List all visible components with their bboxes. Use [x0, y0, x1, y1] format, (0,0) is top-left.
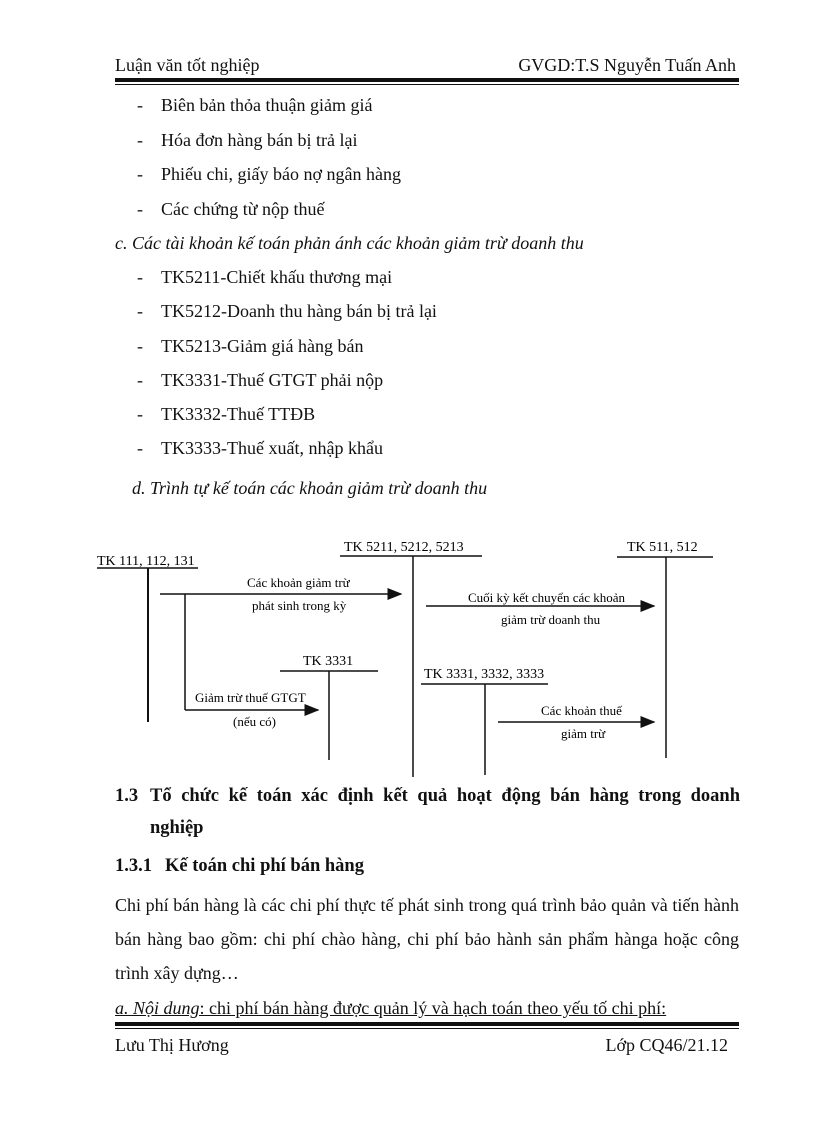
list-item: - TK3331-Thuế GTGT phải nộp — [137, 370, 384, 390]
section-13-title: Tổ chức kế toán xác định kết quả hoạt động bán hàng trong doanh — [150, 786, 740, 806]
section-a-text: : chi phí bán hàng được quản lý và hạch toán theo yếu tố chi phí: — [199, 998, 667, 1018]
footer-rule-thick — [115, 1022, 739, 1026]
flow3-label-line2: (nếu có) — [233, 714, 276, 729]
list-item: - TK5211-Chiết khấu thương mại — [137, 267, 393, 287]
tk111-label: TK 111, 112, 131 — [97, 554, 195, 569]
list-item: - TK3332-Thuế TTĐB — [137, 404, 316, 424]
list-item: - TK5213-Giảm giá hàng bán — [137, 336, 364, 356]
tk511-label: TK 511, 512 — [627, 540, 698, 555]
list-item: - Hóa đơn hàng bán bị trả lại — [137, 130, 358, 150]
section-13-title-cont: nghiệp — [150, 818, 204, 838]
t-account-diagram — [0, 530, 816, 780]
header-left: Luận văn tốt nghiệp — [115, 55, 260, 75]
tk5211-label: TK 5211, 5212, 5213 — [344, 540, 464, 555]
section-13-number: 1.3 — [115, 786, 139, 806]
flow1-label-line1: Các khoản giảm trừ — [247, 575, 350, 590]
header-right: GVGD:T.S Nguyễn Tuấn Anh — [518, 55, 736, 75]
tk3331-label: TK 3331 — [303, 654, 354, 669]
header-rule-thin — [115, 84, 739, 85]
section-131-number: 1.3.1 — [115, 856, 152, 876]
flow3-label-line1: Giảm trừ thuế GTGT — [195, 690, 306, 705]
flow2-label-line1: Cuối kỳ kết chuyển các khoản — [468, 590, 626, 605]
list-item: - Biên bản thỏa thuận giảm giá — [137, 95, 373, 115]
section-d-title: d. Trình tự kế toán các khoản giảm trừ doanh thu — [132, 478, 488, 498]
section-c-title: c. Các tài khoản kế toán phản ánh các khoản giảm trừ doanh thu — [115, 233, 584, 253]
flow1-label-line2: phát sinh trong kỳ — [252, 598, 347, 613]
footer-rule-thin — [115, 1028, 739, 1029]
list-item: - TK5212-Doanh thu hàng bán bị trả lại — [137, 301, 437, 321]
list-item: - TK3333-Thuế xuất, nhập khẩu — [137, 438, 383, 458]
section-131-title: Kế toán chi phí bán hàng — [165, 856, 364, 876]
section-a-label: a. Nội dung — [115, 998, 200, 1018]
flow2-label-line2: giảm trừ doanh thu — [501, 612, 601, 627]
body-paragraph: Chi phí bán hàng là các chi phí thực tế phát sinh trong quá trình bảo quản và tiến hành bán hàng bao gồm: chi phí chào hàng, chi phí bảo hành sản phẩm hànga hoặc công trình xây dựng… — [115, 895, 739, 983]
header-rule-thick — [115, 78, 739, 82]
list-item: - Phiếu chi, giấy báo nợ ngân hàng — [137, 164, 401, 184]
flow4-label-line2: giảm trừ — [561, 726, 606, 741]
footer-right: Lớp CQ46/21.12 — [605, 1035, 728, 1055]
section-a — [115, 998, 666, 1019]
flow4-label-line1: Các khoản thuế — [541, 703, 622, 718]
footer-left: Lưu Thị Hương — [115, 1035, 229, 1055]
tk3331-3333-label: TK 3331, 3332, 3333 — [424, 667, 545, 682]
list-item: - Các chứng từ nộp thuế — [137, 199, 325, 219]
